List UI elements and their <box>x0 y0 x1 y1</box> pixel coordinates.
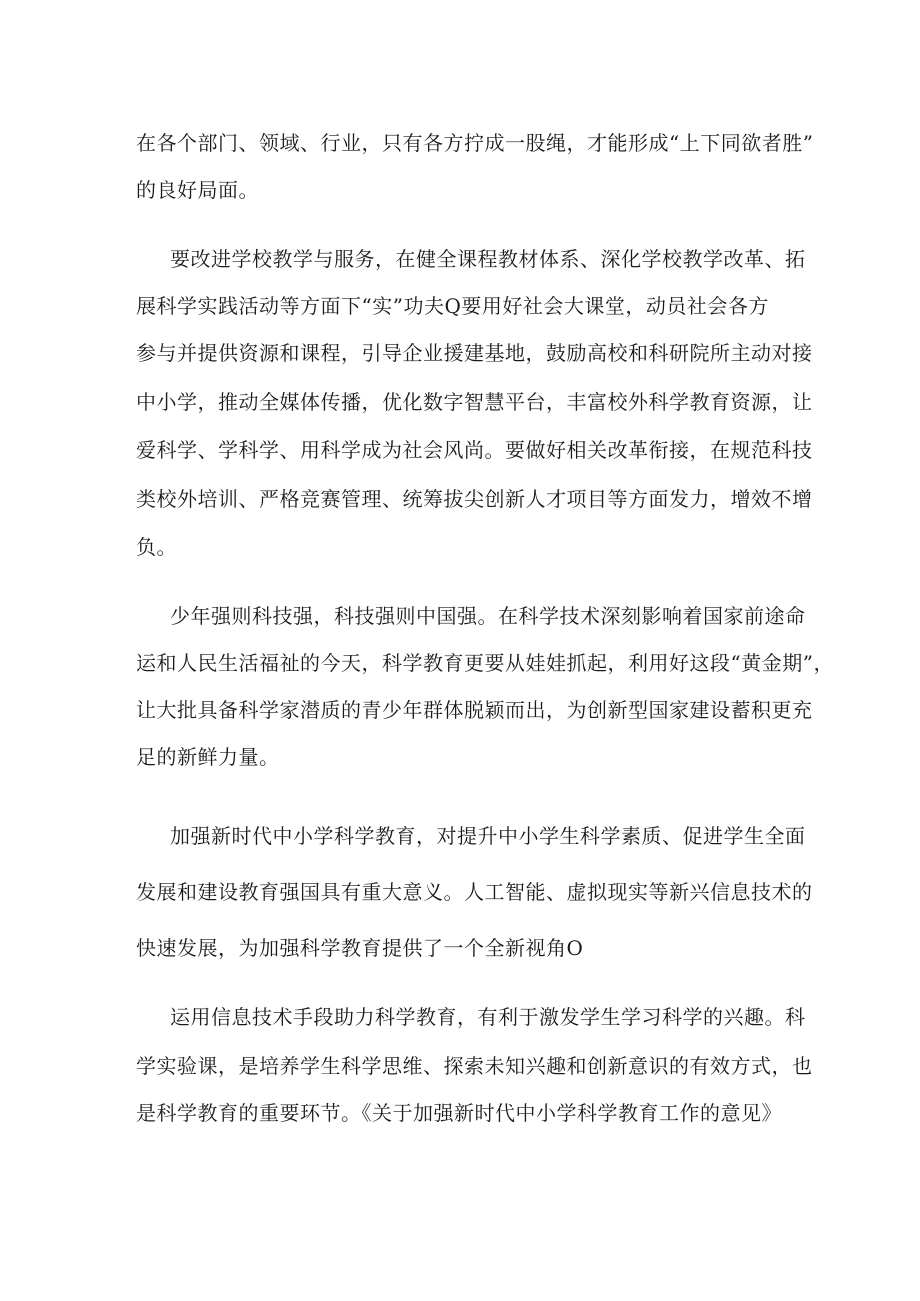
text-line: 的良好局面。 <box>136 178 259 202</box>
text-line: 少年强则科技强，科技强则中国强。在科学技术深刻影响着国家前途命 <box>170 604 806 628</box>
text-line: 学实验课，是培养学生科学思维、探索未知兴趣和创新意识的有效方式，也 <box>136 1054 813 1078</box>
text-line: 爱科学、学科学、用科学成为社会风尚。要做好相关改革衔接，在规范科技 <box>136 438 813 462</box>
text-line: 加强新时代中小学科学教育，对提升中小学生科学素质、促进学生全面 <box>170 824 806 848</box>
text-line: 快速发展，为加强科学教育提供了一个全新视角O <box>136 936 584 960</box>
text-line: 发展和建设教育强国具有重大意义。人工智能、虚拟现实等新兴信息技术的 <box>136 880 813 904</box>
text-line: 运和人民生活福祉的今天，科学教育更要从娃娃抓起，利用好这段“黄金期”， <box>136 651 834 675</box>
text-line: 是科学教育的重要环节。《关于加强新时代中小学科学教育工作的意见》 <box>136 1101 782 1125</box>
text-line: 在各个部门、领域、行业，只有各方拧成一股绳，才能形成“上下同欲者胜” <box>136 131 814 155</box>
text-line: 足的新鲜力量。 <box>136 745 280 769</box>
text-line: 中小学，推动全媒体传播，优化数字智慧平台，丰富校外科学教育资源，让 <box>136 390 813 414</box>
text-line: 让大批具备科学家潜质的青少年群体脱颖而出，为创新型国家建设蓄积更充 <box>136 698 813 722</box>
text-line: 参与并提供资源和课程，引导企业援建基地，鼓励高校和科研院所主动对接 <box>136 341 813 365</box>
text-line: 负。 <box>136 535 177 559</box>
text-line: 要改进学校教学与服务，在健全课程教材体系、深化学校教学改革、拓 <box>170 247 806 271</box>
text-line: 类校外培训、严格竞赛管理、统筹拔尖创新人才项目等方面发力，增效不增 <box>136 487 813 511</box>
text-line: 运用信息技术手段助力科学教育，有利于激发学生学习科学的兴趣。科 <box>170 1005 806 1029</box>
text-line: 展科学实践活动等方面下“实”功夫Q要用好社会大课堂，动员社会各方 <box>136 294 769 318</box>
